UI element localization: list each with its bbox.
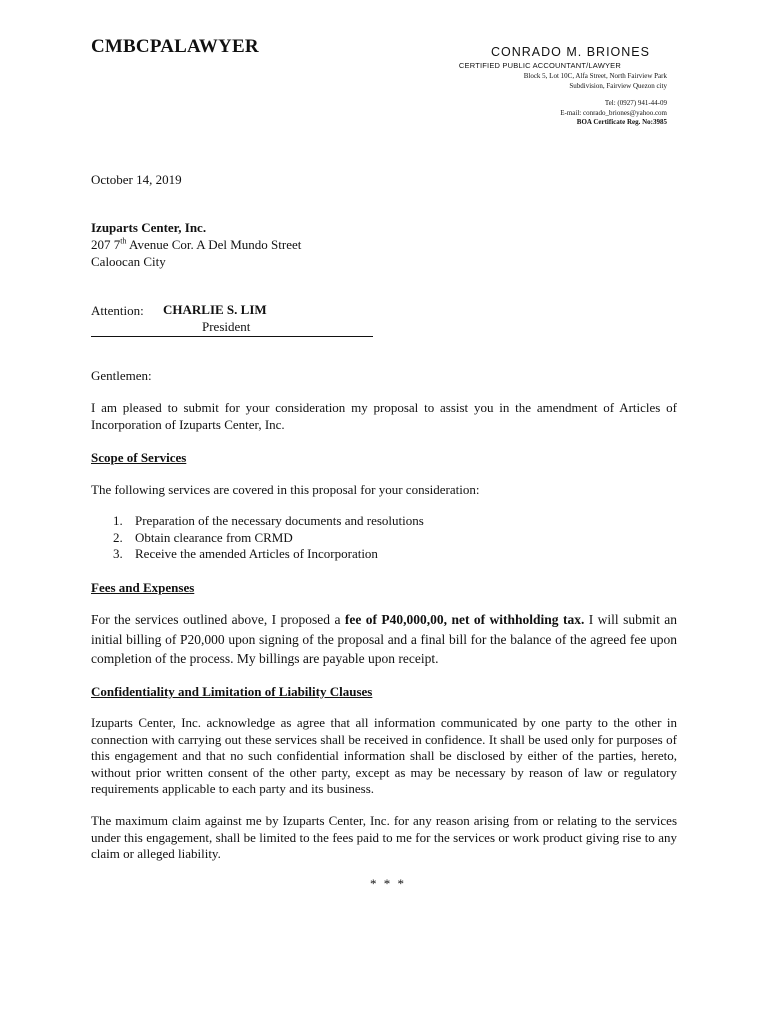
list-number: 3. bbox=[113, 546, 123, 561]
letterhead-contact bbox=[560, 99, 667, 128]
fees-text-end: I will submit an initial billing of P20,000 upon signing of the proposal and a final bill for the balance of the agreed fee upon completion of the process. My billings are payable upon receipt. bbox=[91, 612, 677, 666]
address-line-1: Block 5, Lot 10C, Alfa Street, North Fairview Park bbox=[523, 72, 667, 80]
attention-rule bbox=[91, 336, 373, 337]
fees-paragraph bbox=[91, 610, 677, 669]
intro-paragraph: I am pleased to submit for your consideration my proposal to assist you in the amendment of Articles of Incorporation of Izuparts Center, Inc. bbox=[91, 400, 677, 432]
list-number: 2. bbox=[113, 529, 123, 545]
attention-name: CHARLIE S. LIM bbox=[163, 302, 267, 317]
list-number: 1. bbox=[113, 513, 123, 528]
list-item bbox=[91, 530, 424, 547]
recipient-city: Caloocan City bbox=[91, 254, 166, 269]
list-text: Preparation of the necessary documents and resolutions bbox=[135, 513, 424, 528]
confidentiality-heading: Confidentiality and Limitation of Liability Clauses bbox=[91, 684, 373, 699]
list-text: Obtain clearance from CRMD bbox=[135, 529, 293, 545]
fees-text-start: For the services outlined above, I proposed a bbox=[91, 612, 345, 627]
salutation: Gentlemen: bbox=[91, 368, 152, 383]
letter-date: October 14, 2019 bbox=[91, 172, 182, 187]
confidentiality-paragraph: Izuparts Center, Inc. acknowledge as agree that all information communicated by one party to the other in connection with carrying out these services shall be received in confidence. It shall be used only for purposes of this engagement and that no such confidential information shall be disclosed by either of the parties, hereto, without prior written consent of the other party, except as may be necessary by reason of law or regulatory requirements applicable to each party and its business. bbox=[91, 715, 677, 796]
list-text: Receive the amended Articles of Incorporation bbox=[135, 546, 378, 561]
recipient-address-suffix: th bbox=[120, 236, 127, 246]
list-item bbox=[91, 513, 424, 530]
address-line-2: Subdivision, Fairview Quezon city bbox=[569, 81, 667, 90]
letterhead-tel: Tel: (0927) 941-44-09 bbox=[604, 99, 667, 107]
letterhead-name: CONRADO M. BRIONES bbox=[491, 45, 650, 59]
recipient-address bbox=[91, 236, 301, 253]
recipient-address-number: 207 7 bbox=[91, 237, 121, 252]
attention-position: President bbox=[202, 319, 251, 334]
liability-paragraph: The maximum claim against me by Izuparts Center, Inc. for any reason arising from or relating to the services under this engagement, shall be limited to the fees paid to me for the services or work product giving rise to any claim or alleged liability. bbox=[91, 813, 677, 861]
letterhead-boa: BOA Certificate Reg. No:3985 bbox=[576, 118, 667, 126]
fees-heading: Fees and Expenses bbox=[91, 580, 195, 595]
fees-amount: fee of P40,000,00, net of withholding tax. bbox=[344, 612, 585, 627]
letterhead-email: E-mail: conrado_briones@yahoo.com bbox=[560, 108, 667, 117]
recipient-address-street: Avenue Cor. A Del Mundo Street bbox=[126, 237, 302, 252]
attention-label: Attention: bbox=[91, 303, 144, 318]
scope-lead: The following services are covered in this proposal for your consideration: bbox=[91, 482, 480, 497]
end-mark: * * * bbox=[370, 876, 406, 891]
list-item bbox=[91, 546, 424, 563]
services-list bbox=[91, 513, 424, 563]
letterhead-address bbox=[524, 72, 667, 91]
letterhead-title: CERTIFIED PUBLIC ACCOUNTANT/LAWYER bbox=[458, 61, 621, 70]
recipient-company: Izuparts Center, Inc. bbox=[91, 220, 207, 235]
scope-heading: Scope of Services bbox=[91, 450, 187, 465]
firm-name: CMBCPALAWYER bbox=[91, 36, 259, 57]
